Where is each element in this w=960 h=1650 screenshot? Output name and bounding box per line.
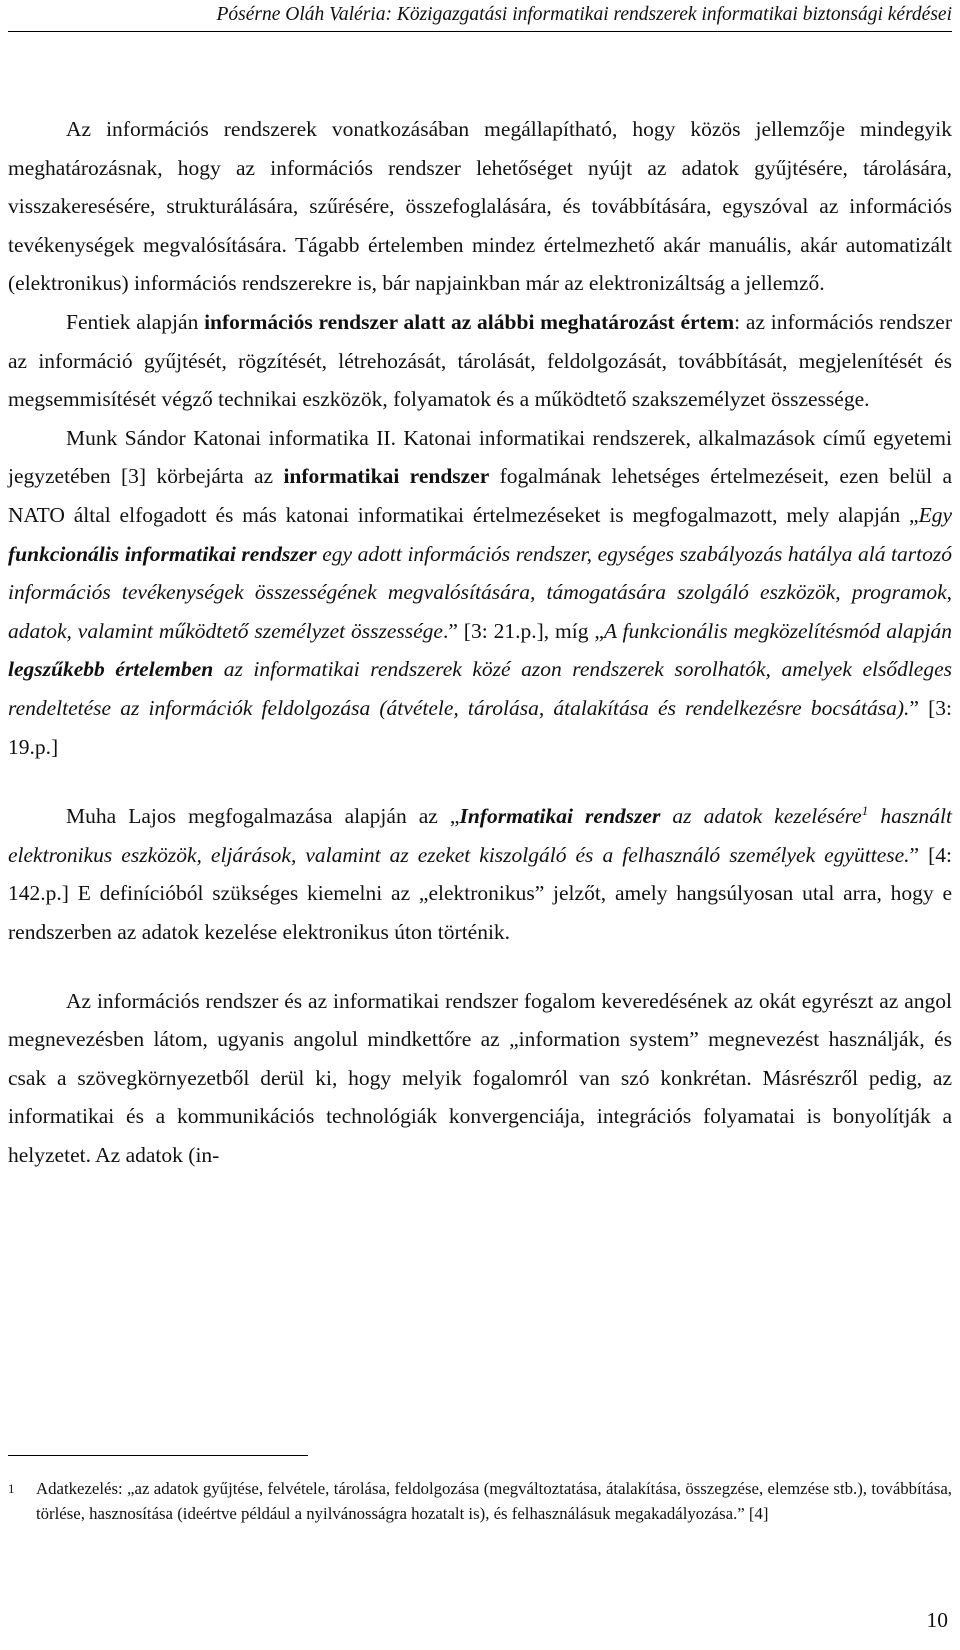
page-number: 10 <box>926 1608 948 1632</box>
footnote-mark: 1 <box>8 1481 15 1496</box>
p3-text-4: ” [3: 19.p.] <box>8 695 953 759</box>
p4-text-1: Muha Lajos megfogalmazása alapján az „ <box>66 804 460 829</box>
footnote-reference[interactable]: 1 <box>861 803 869 819</box>
p3-text-1: Munk Sándor Katonai informatika II. Katonai informatikai rendszerek, alkalmazások című egyetemi jegyzetében [3] körbejárta az <box>8 425 952 489</box>
paragraph-3 <box>8 419 952 766</box>
p2-text-2: : az információs rendszer az információ gyűjtését, rögzítését, létrehozását, tárolását, feldolgozását, továbbítását, megjelenítését és megsemmisítését végző technikai eszközök, folyamatok és a működtető szakszemélyzet összessége. <box>8 309 952 412</box>
paragraph-4 <box>8 792 952 952</box>
paragraph-2 <box>8 303 952 419</box>
p4-italic-1: az adatok kezelésére <box>660 804 862 829</box>
p4-text-2: ” [4: 142.p.] E definícióból szükséges kiemelni az „elektronikus” jelzőt, amely hangsúlyosan utal arra, hogy e rendszerben az adatok kezelése elektronikus úton történik. <box>8 842 952 945</box>
body-text <box>8 110 952 1175</box>
p3-italic-2: egy adott információs rendszer, egységes szabályozás hatálya alá tartozó információs tevékenységek összességének megvalósítására, támogatására szolgáló eszközök, programok, adatok, valamint működtető személyzet összessége <box>8 541 952 643</box>
p3-italic-1: Egy <box>918 502 952 527</box>
footnote-text: Adatkezelés: „az adatok gyűjtése, felvétele, tárolása, feldolgozása (megváltoztatása, átalakítása, összegzése, elemzése stb.), továbbítása, törlése, hasznosítása (ideértve például a nyilvánosságra hozatalt is), és felhasználásuk megakadályozása.” [4] <box>36 1479 952 1523</box>
p3-text-2: fogalmának lehetséges értelmezéseit, ezen belül a NATO által elfogadott és más katonai informatikai értelmezéseket is megfogalmazott, mely alapján „ <box>8 464 953 527</box>
p4-italic-2: használt elektronikus eszközök, eljárások, valamint az ezeket kiszolgáló és a felhasználó személyek együttese. <box>8 804 952 867</box>
p3-bold-term: informatikai rendszer <box>283 464 490 489</box>
p3-text-3: .” [3: 21.p.], míg „ <box>442 618 604 643</box>
p4-bold-italic-term: Informatikai rendszer <box>459 804 661 829</box>
p3-bold-italic-1: funkcionális informatikai rendszer <box>8 541 317 566</box>
p3-italic-4: az informatikai rendszerek közé azon rendszerek sorolhatók, amelyek elsődleges rendeltetése az információk feldolgozása (átvétele, tárolása, átalakítása és rendelkezésre bocsátása). <box>8 657 952 720</box>
p2-text-1: Fentiek alapján <box>66 309 205 334</box>
footnote-separator <box>8 1455 308 1456</box>
paragraph-1: Az információs rendszerek vonatkozásában megállapítható, hogy közös jellemzője mindegyik meghatározásnak, hogy az információs rendszer lehetőséget nyújt az adatok gyűjtésére, tárolására, visszakeresésére, strukturálására, szűrésére, összefoglalására, és továbbítására, egyszóval az információs tevékenységek megvalósítására. Tágabb értelemben mindez értelmezhető akár manuális, akár automatizált (elektronikus) információs rendszerekre is, bár napjainkban már az elektronizáltság a jellemző. <box>8 117 952 296</box>
p3-bold-italic-2: legszűkebb értelemben <box>8 657 214 682</box>
footnote <box>8 1476 952 1526</box>
paragraph-5: Az információs rendszer és az informatikai rendszer fogalom keveredésének az okát egyrészt az angol megnevezésben látom, ugyanis angolul mindkettőre az „information system” megnevezést használják, és csak a szövegkörnyezetből derül ki, hogy melyik fogalomról van szó konkrétan. Másrészről pedig, az informatikai és a kommunikációs technológiák konvergenciája, integrációs folyamatai is bonyolítják a helyzetet. Az adatok (in- <box>8 988 952 1167</box>
running-header: Pósérne Oláh Valéria: Közigazgatási informatikai rendszerek informatikai biztonsági kérdései <box>8 4 952 32</box>
p3-italic-3: A funkcionális megközelítésmód alapján <box>603 618 952 643</box>
p2-bold-definition: információs rendszer alatt az alábbi meghatározást értem <box>204 309 735 334</box>
